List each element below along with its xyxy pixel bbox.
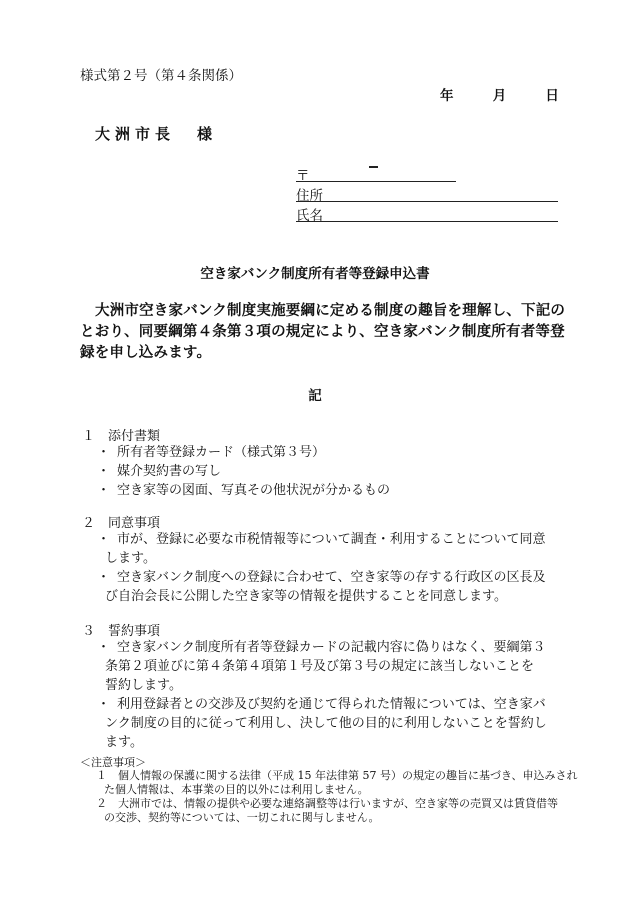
- bullet-mark: ・: [97, 464, 111, 479]
- postal-code-line: [296, 181, 456, 182]
- address-label: 住所: [296, 188, 323, 204]
- bullet-mark: ・: [97, 697, 111, 712]
- list-item-text: 市が、登録に必要な市税情報等について調査・利用することについて同意: [117, 532, 546, 547]
- section-title: [82, 512, 160, 531]
- intro-line: とおり、同要綱第４条第３項の規定により、空き家バンク制度所有者等登: [80, 323, 565, 340]
- section-title-text: 添付書類: [108, 429, 161, 444]
- bullet-mark: ・: [97, 570, 111, 585]
- bullet-mark: ・: [97, 532, 111, 547]
- name-label: 氏名: [296, 208, 323, 224]
- list-item-text: 空き家バンク制度所有者等登録カードの記載内容に偽りはなく、要綱第３: [117, 640, 546, 655]
- form-number: 様式第２号（第４条関係）: [80, 68, 242, 84]
- list-item-text: ます。: [105, 735, 143, 750]
- list-item-text: 所有者等登録カード（様式第３号）: [117, 445, 326, 460]
- section-title-text: 同意事項: [108, 516, 161, 531]
- list-item-text: 利用登録者との交渉及び契約を通じて得られた情報については、空き家バ: [117, 697, 546, 712]
- note-line: ２ 大洲市では、情報の提供や必要な連絡調整等は行いますが、空き家等の売買又は賃貸借等: [96, 797, 558, 810]
- document-title: 空き家バンク制度所有者等登録申込書: [200, 266, 430, 282]
- note-line: １ 個人情報の保護に関する法律（平成 15 年法律第 57 号）の規定の趣旨に基づき、申込みされ: [96, 769, 578, 782]
- section-number: １: [82, 429, 96, 444]
- bullet-mark: ・: [97, 640, 111, 655]
- addressee-name: 大洲市長: [95, 125, 176, 143]
- date-line: [440, 84, 559, 104]
- addressee: [95, 123, 217, 144]
- note-line: の交渉、契約等については、一切これに関与しません。: [104, 811, 380, 824]
- note-line: た個人情報は、本事業の目的以外には利用しません。: [104, 783, 369, 796]
- list-item-text: 空き家等の図面、写真その他状況が分かるもの: [117, 483, 391, 498]
- list-item-text: ンク制度の目的に従って利用し、決して他の目的に利用しないことを誓約し: [105, 716, 547, 731]
- section-title: [82, 425, 160, 444]
- date-day: 日: [545, 88, 559, 104]
- intro-line: 録を申し込みます。: [80, 344, 212, 361]
- bullet-mark: ・: [97, 445, 111, 460]
- list-item-text: 媒介契約書の写し: [117, 464, 222, 479]
- bullet-mark: ・: [97, 483, 111, 498]
- postal-code-separator: [369, 166, 378, 168]
- ki-heading: 記: [308, 388, 322, 404]
- name-line: [296, 221, 558, 222]
- section-title-text: 誓約事項: [108, 624, 161, 639]
- list-item-text: 条第２項並びに第４条第４項第１号及び第３号の規定に該当しないことを: [105, 659, 535, 674]
- address-line: [296, 201, 558, 202]
- list-item-text: び自治会長に公開した空き家等の情報を提供することを同意します。: [105, 589, 507, 604]
- list-item-text: 誓約します。: [105, 678, 182, 693]
- addressee-honorific: 様: [197, 125, 218, 143]
- intro-paragraph: [80, 300, 566, 363]
- list-item-text: します。: [105, 551, 156, 566]
- section-title: [82, 620, 160, 639]
- intro-line: 大洲市空き家バンク制度実施要綱に定める制度の趣旨を理解し、下記の: [95, 302, 566, 319]
- date-year: 年: [440, 88, 454, 104]
- date-month: 月: [492, 88, 507, 104]
- section-number: ２: [82, 516, 96, 531]
- notes-heading: ＜注意事項＞: [80, 756, 146, 769]
- postal-code-field: 〒: [296, 168, 310, 184]
- list-item-text: 空き家バンク制度への登録に合わせて、空き家等の存する行政区の区長及: [117, 570, 546, 585]
- section-number: ３: [82, 624, 96, 639]
